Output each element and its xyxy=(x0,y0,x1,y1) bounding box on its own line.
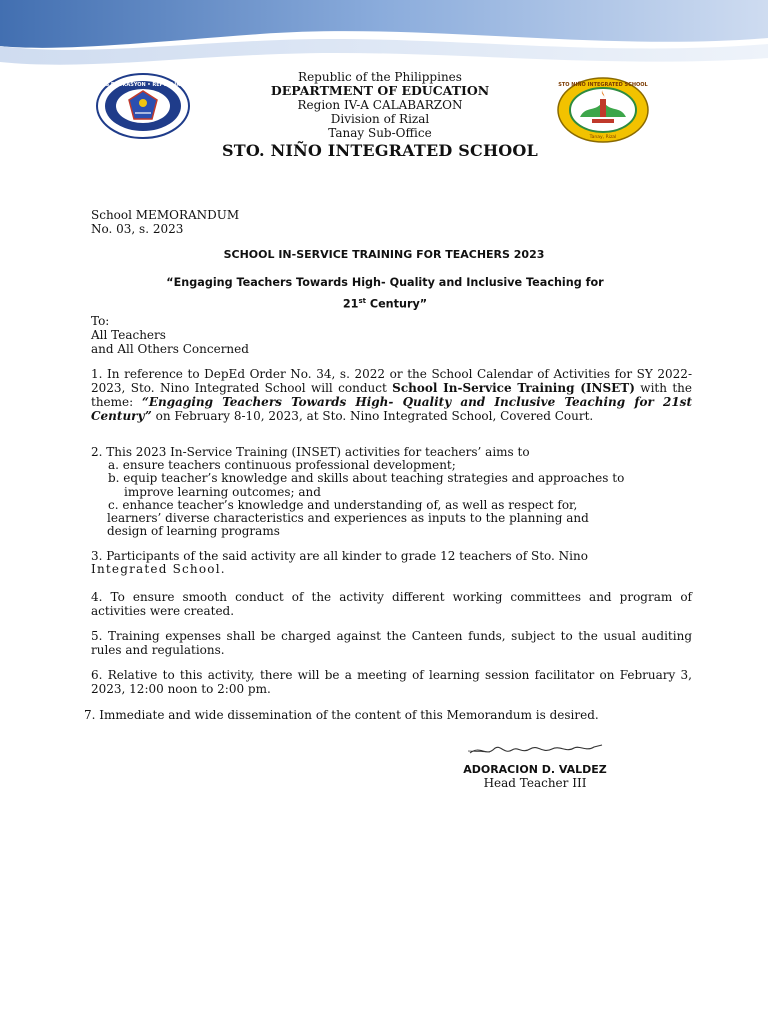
list-item-a: a. ensure teachers continuous professional development; xyxy=(108,458,456,473)
memo-line-2: No. 03, s. 2023 xyxy=(91,222,184,236)
paragraph-3 xyxy=(91,550,692,576)
theme-line-2: 21st Century” xyxy=(342,297,428,311)
header-banner xyxy=(0,0,768,80)
header-division: Division of Rizal xyxy=(330,112,430,126)
paragraph-5: 5. Training expenses shall be charged against the Canteen funds, subject to the usual auditing rules and regulations. xyxy=(91,629,692,657)
addressee-block xyxy=(91,314,249,356)
to-line-2: and All Others Concerned xyxy=(91,342,249,356)
paragraph-4: 4. To ensure smooth conduct of the activity different working committees and program of activities were created. xyxy=(91,590,692,618)
signatory-position: Head Teacher III xyxy=(483,776,587,790)
list-item-b: b. equip teacher’s knowledge and skills about teaching strategies and approaches to xyxy=(108,471,625,486)
memo-number xyxy=(91,208,239,236)
paragraph-1: 1. In reference to DepEd Order No. 34, s. 2022 or the School Calendar of Activities for SY 2022-2023, Sto. Nino Integrated School will conduct School In-Service Training (INSET) with the theme: “Engaging Teachers Towards High- Quality and Inclusive Teaching for 21st Century” on February 8-10, 2023, at Sto. Nino Integrated School, Covered Court. xyxy=(91,367,692,423)
paragraph-3-line-1: 3. Participants of the said activity are all kinder to grade 12 teachers of Sto. Nino xyxy=(91,549,588,563)
deped-seal-text: KAGAWARAN NG EDUKASYON • REPUBLIKA NG PILIPINAS xyxy=(62,82,224,88)
header-republic: Republic of the Philippines xyxy=(298,70,462,84)
memo-title: SCHOOL IN-SERVICE TRAINING FOR TEACHERS 2023 xyxy=(223,248,545,261)
to-line-1: All Teachers xyxy=(91,328,166,342)
handwritten-signature xyxy=(460,741,610,759)
list-item-c: c. enhance teacher’s knowledge and understanding of, as well as respect for, xyxy=(108,497,578,512)
theme-line-1: “Engaging Teachers Towards High- Quality and Inclusive Teaching for xyxy=(166,276,604,289)
paragraph-2 xyxy=(91,446,692,538)
list-item-c-cont-1: learners’ diverse characteristics and experiences as inputs to the planning and xyxy=(107,511,589,526)
to-label: To: xyxy=(91,314,110,328)
header-suboffice: Tanay Sub-Office xyxy=(328,126,432,140)
list-item-c-cont-2: design of learning programs xyxy=(107,524,280,539)
memo-theme xyxy=(150,273,620,314)
signature-block xyxy=(440,741,630,790)
deped-seal-logo xyxy=(62,73,224,139)
paragraph-6: 6. Relative to this activity, there will be a meeting of learning session facilitator on February 3, 2023, 12:00 noon to 2:00 pm. xyxy=(91,668,692,696)
school-seal-text: STO NIÑO INTEGRATED SCHOOL xyxy=(558,82,648,88)
school-name: STO. NIÑO INTEGRATED SCHOOL xyxy=(221,141,539,160)
paragraph-7: 7. Immediate and wide dissemination of the content of this Memorandum is desired. xyxy=(84,708,599,722)
school-seal-place: Tanay, Rizal xyxy=(589,135,617,140)
signatory-name: ADORACION D. VALDEZ xyxy=(463,763,607,776)
paragraph-3-line-2: Integrated School. xyxy=(91,562,226,577)
list-item-b-cont: improve learning outcomes; and xyxy=(124,484,321,499)
letterhead xyxy=(180,70,580,140)
header-department: DEPARTMENT OF EDUCATION xyxy=(270,83,490,98)
header-region: Region IV-A CALABARZON xyxy=(297,98,463,112)
memo-line-1: School MEMORANDUM xyxy=(91,208,240,222)
paragraph-2-intro: 2. This 2023 In-Service Training (INSET) activities for teachers’ aims to xyxy=(91,445,530,459)
